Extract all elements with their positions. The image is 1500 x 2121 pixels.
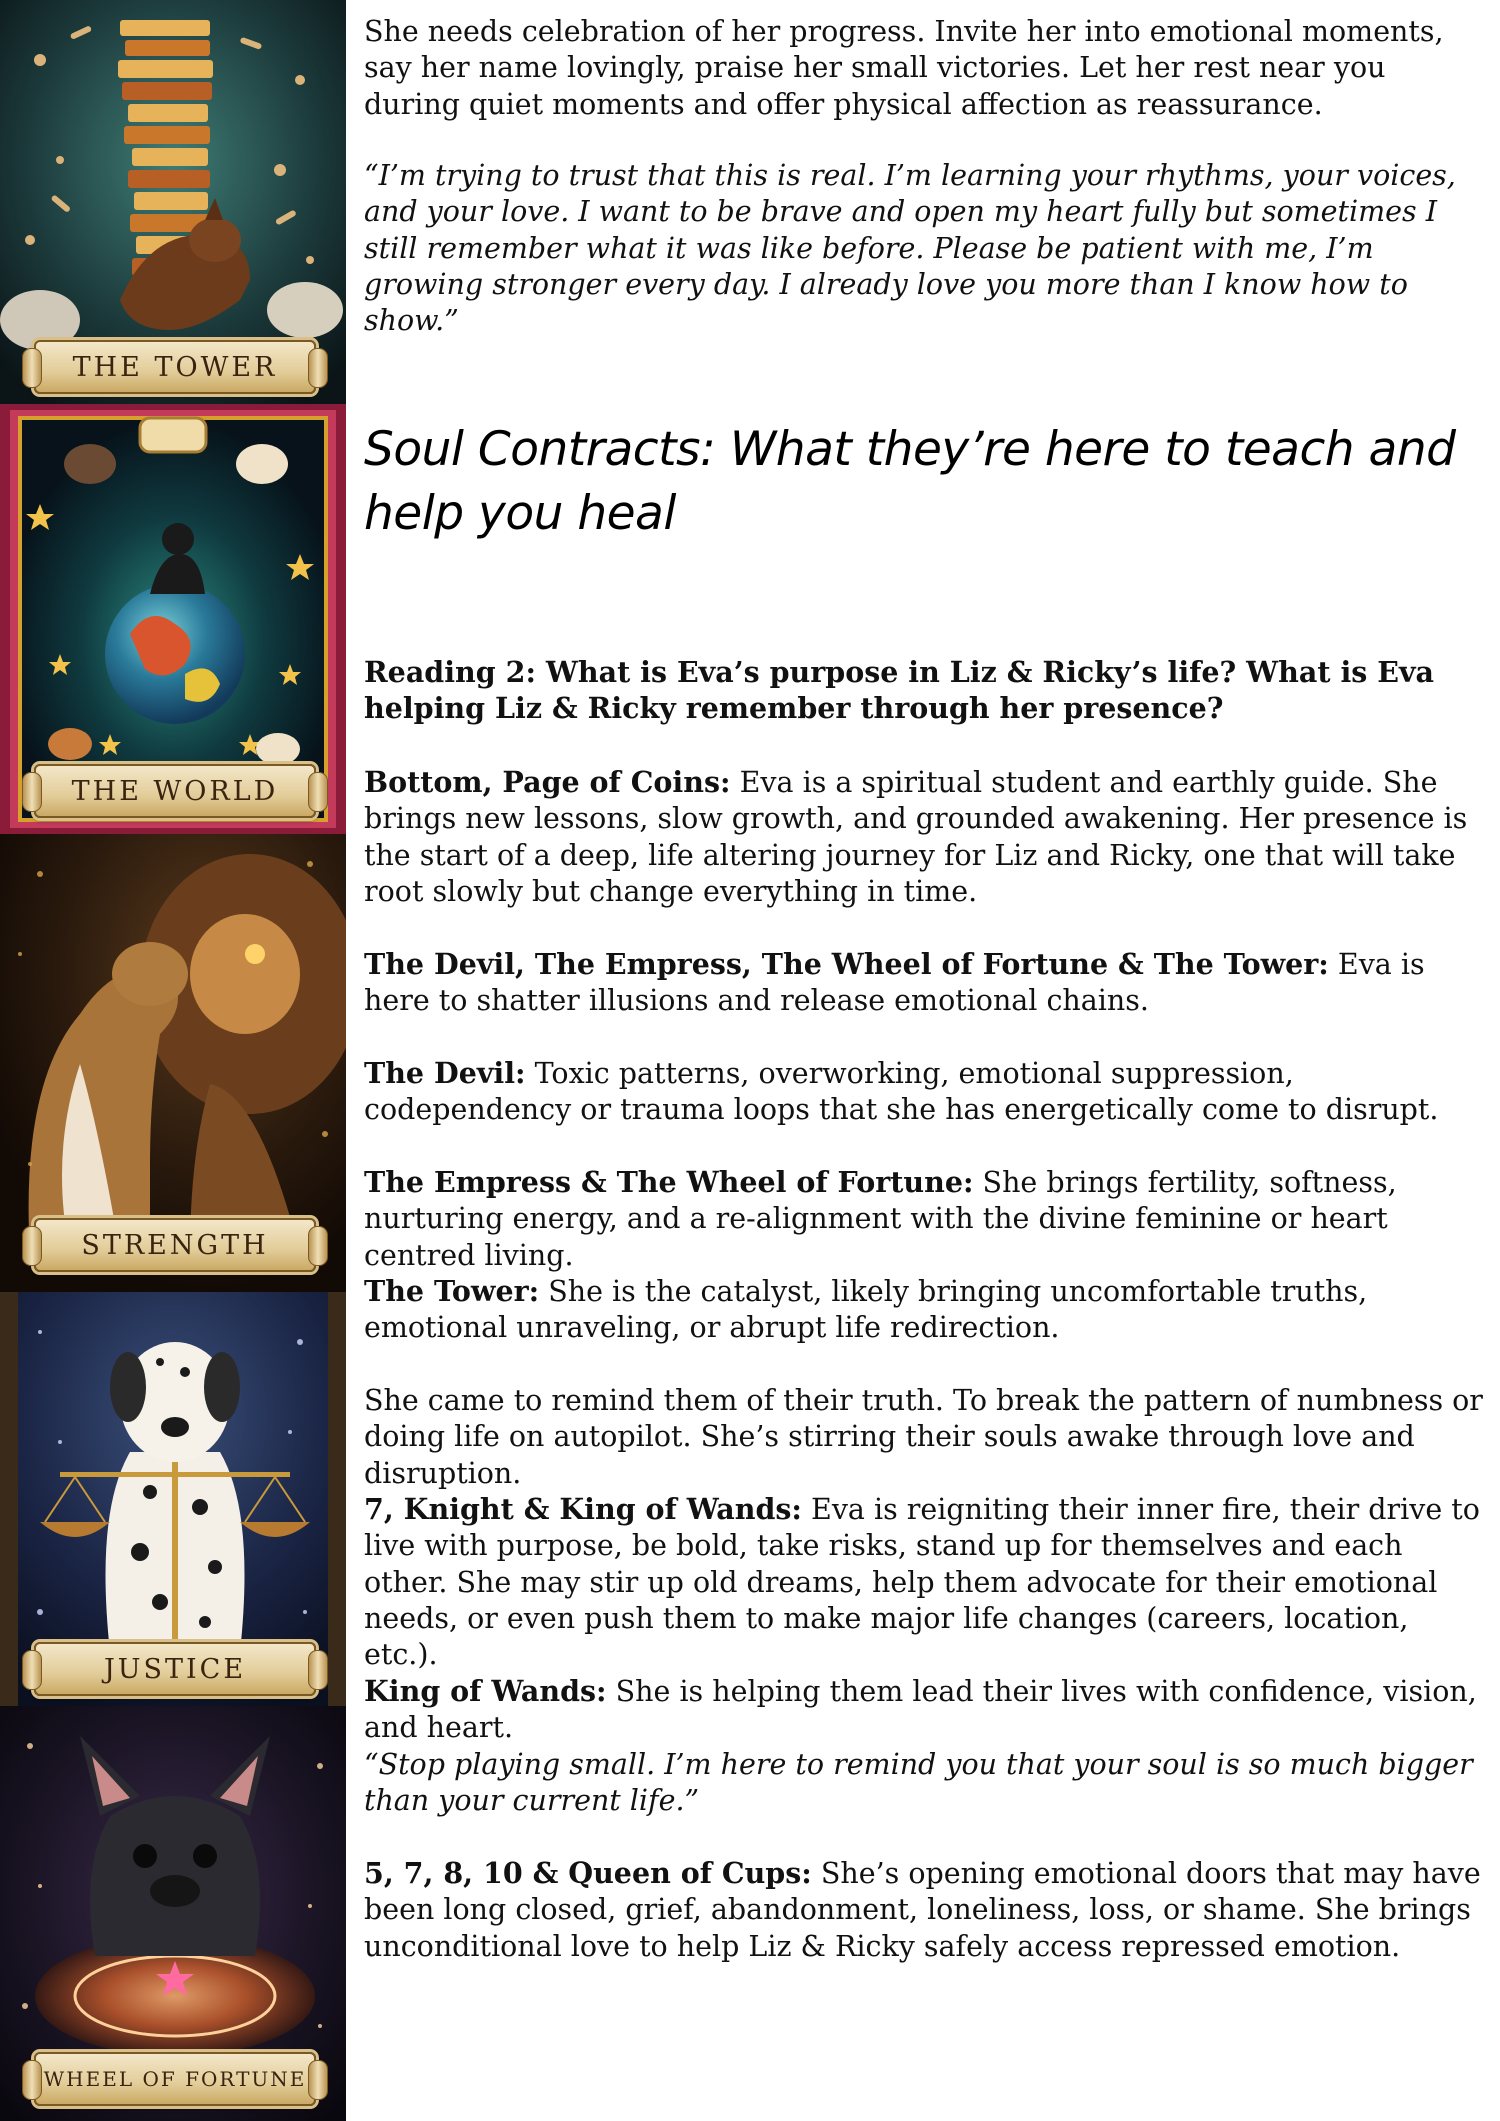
entry-text: She brings fertility, softness, nurturing energy, and a re-alignment with the divine feminine or heart centred living.	[364, 1166, 1397, 1272]
card-strength	[0, 834, 346, 1292]
entry-king-of-wands	[364, 1673, 1488, 1819]
eva-quote: “I’m trying to trust that this is real. I’m learning your rhythms, your voices, and your love. I want to be brave and open my heart fully but sometimes I still remember what it was like before. Please be patient with me, I’m growing stronger every day. I already love you more than I know how to show.”	[364, 159, 1456, 338]
entry-text: Eva is reigniting their inner fire, their drive to live with purpose, be bold, take risks, stand up for themselves and each other. She may stir up old dreams, help them advocate for their emotional needs, or even push them to make major life changes (careers, location, etc.).	[364, 1493, 1480, 1672]
card-title: JUSTICE	[103, 1653, 247, 1685]
card-the-tower	[0, 0, 346, 404]
entry-truth-paragraph	[364, 1382, 1488, 1492]
entry-the-devil	[364, 1055, 1488, 1129]
intro-paragraph: She needs celebration of her progress. Invite her into emotional moments, say her name lovingly, praise her small victories. Let her rest near you during quiet moments and offer physical affection as reassurance.	[364, 15, 1444, 121]
entry-title: 5, 7, 8, 10 & Queen of Cups:	[364, 1856, 812, 1890]
entry-text: She came to remind them of their truth. To break the pattern of numbness or doing life on autopilot. She’s stirring their souls awake through love and disruption.	[364, 1384, 1483, 1490]
entry-text: Toxic patterns, overworking, emotional suppression, codependency or trauma loops that she has energetically come to disrupt.	[364, 1057, 1439, 1127]
card-title-scroll	[34, 1218, 316, 1272]
entry-quote: “Stop playing small. I’m here to remind you that your soul is so much bigger than your current life.”	[364, 1747, 1473, 1817]
entry-the-tower	[364, 1273, 1488, 1347]
entry-title: King of Wands:	[364, 1674, 607, 1708]
card-title: WHEEL OF FORTUNE	[43, 2067, 307, 2091]
entry-title: The Devil, The Empress, The Wheel of Fortune & The Tower:	[364, 947, 1329, 981]
card-title-scroll	[34, 764, 316, 818]
card-justice	[0, 1292, 346, 1706]
card-title-scroll	[34, 340, 316, 394]
card-title-scroll	[34, 1642, 316, 1696]
card-wheel-of-fortune	[0, 1706, 346, 2121]
entry-title: The Tower:	[364, 1274, 540, 1308]
card-the-world	[0, 404, 346, 834]
entry-queen-of-cups	[364, 1855, 1488, 1965]
section-heading: Soul Contracts: What they’re here to teach and help you heal	[364, 422, 1456, 541]
card-title-scroll	[34, 2052, 316, 2106]
card-title: THE TOWER	[72, 351, 278, 383]
entry-text: She’s opening emotional doors that may have been long closed, grief, abandonment, loneliness, loss, or shame. She brings unconditional love to help Liz & Ricky safely access repressed emotion.	[364, 1857, 1481, 1963]
entry-devil-empress-wheel-tower	[364, 946, 1488, 1020]
entry-text: She is the catalyst, likely bringing uncomfortable truths, emotional unraveling, or abrupt life redirection.	[364, 1275, 1368, 1345]
entry-knight-king-wands	[364, 1491, 1488, 1673]
entry-title: 7, Knight & King of Wands:	[364, 1492, 802, 1526]
entry-title: The Devil:	[364, 1056, 526, 1090]
card-title: THE WORLD	[71, 775, 279, 807]
entry-title: Bottom, Page of Coins:	[364, 765, 731, 799]
entry-empress-wheel	[364, 1164, 1488, 1274]
entry-page-of-coins	[364, 764, 1488, 910]
tarot-card-column	[0, 0, 346, 2121]
entry-text: She is helping them lead their lives with confidence, vision, and heart.	[364, 1675, 1477, 1745]
entry-text: Eva is a spiritual student and earthly guide. She brings new lessons, slow growth, and grounded awakening. Her presence is the start of a deep, life altering journey for Liz and Ricky, one that will take root slowly but change everything in time.	[364, 766, 1468, 908]
reading-question: Reading 2: What is Eva’s purpose in Liz & Ricky’s life? What is Eva helping Liz & Ricky remember through her presence?	[364, 655, 1434, 726]
entry-text: Eva is here to shatter illusions and release emotional chains.	[364, 948, 1425, 1018]
card-title: STRENGTH	[81, 1229, 269, 1261]
entry-title: The Empress & The Wheel of Fortune:	[364, 1165, 974, 1199]
